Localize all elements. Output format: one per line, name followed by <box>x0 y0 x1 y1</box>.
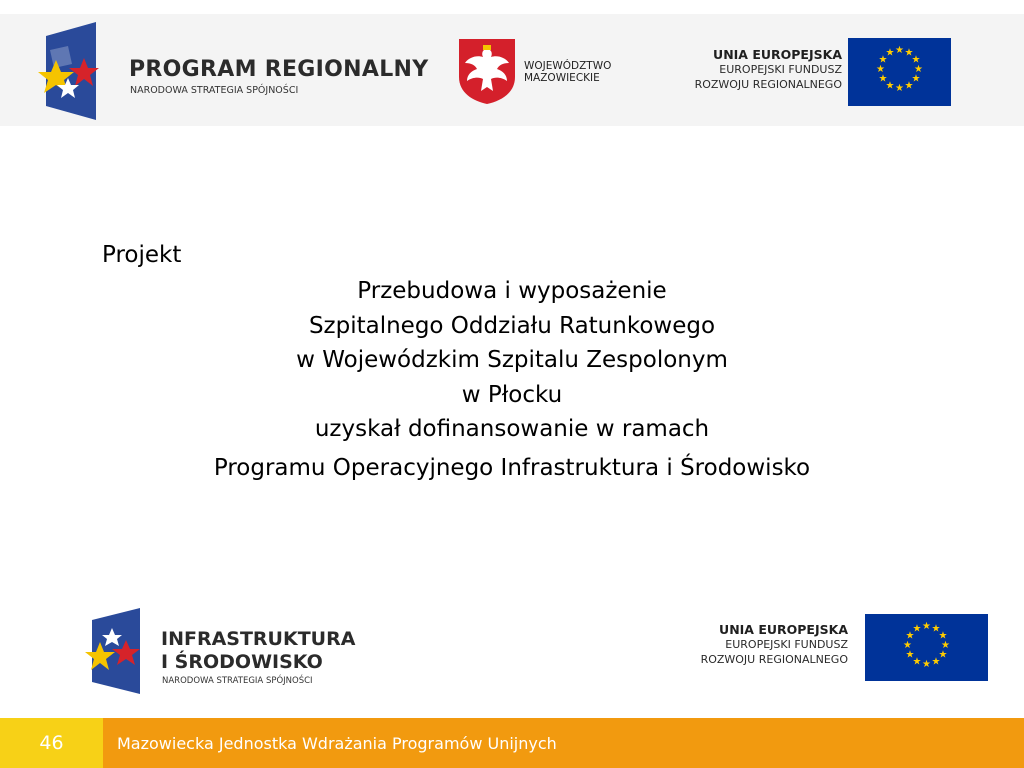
eu-fund-top: EUROPEJSKI FUNDUSZ <box>719 63 842 76</box>
svg-text:★: ★ <box>895 83 904 94</box>
svg-text:★: ★ <box>922 659 931 670</box>
svg-text:★: ★ <box>905 649 915 661</box>
svg-text:★: ★ <box>938 630 948 642</box>
svg-text:★: ★ <box>931 623 941 635</box>
svg-text:★: ★ <box>885 80 895 92</box>
infrastruktura-subtitle: NARODOWA STRATEGIA SPÓJNOŚCI <box>162 676 313 686</box>
eu-regional-bottom: ROZWOJU REGIONALNEGO <box>700 653 848 666</box>
svg-text:★: ★ <box>878 54 888 66</box>
infrastruktura-line2: I ŚRODOWISKO <box>161 651 323 673</box>
eu-flag-bottom-icon <box>865 614 988 681</box>
svg-text:★: ★ <box>904 47 914 59</box>
project-line: Przebudowa i wyposażenie <box>357 278 667 304</box>
svg-text:★: ★ <box>885 47 895 59</box>
footer-organization: Mazowiecka Jednostka Wdrażania Programów Unijnych <box>103 718 1024 768</box>
eu-fund-label-top <box>695 47 842 92</box>
svg-text:★: ★ <box>912 656 922 668</box>
svg-text:★: ★ <box>876 64 885 75</box>
svg-text:★: ★ <box>904 80 914 92</box>
voivodeship-label <box>524 60 611 84</box>
project-line: Szpitalnego Oddziału Ratunkowego <box>308 312 716 339</box>
voivodeship-line2: MAZOWIECKIE <box>524 72 600 84</box>
project-lines <box>0 274 1024 485</box>
project-line: Programu Operacyjnego Infrastruktura i Środowisko <box>213 454 811 481</box>
svg-text:★: ★ <box>903 640 912 651</box>
svg-text:★: ★ <box>938 649 948 661</box>
svg-text:★: ★ <box>914 64 923 75</box>
infrastruktura-line1: INFRASTRUKTURA <box>161 628 356 650</box>
projekt-label: Projekt <box>102 242 182 268</box>
svg-text:★: ★ <box>922 621 931 632</box>
svg-text:★: ★ <box>931 656 941 668</box>
slide-number: 46 <box>0 718 103 768</box>
project-line: uzyskał dofinansowanie w ramach <box>314 416 710 442</box>
voivodeship-line1: WOJEWÓDZTWO <box>524 60 612 72</box>
svg-text:★: ★ <box>941 640 950 651</box>
svg-text:★: ★ <box>911 54 921 66</box>
infrastruktura-title <box>161 628 355 674</box>
program-regionalny-subtitle: NARODOWA STRATEGIA SPÓJNOŚCI <box>130 85 299 96</box>
svg-text:★: ★ <box>912 623 922 635</box>
eu-flag-icon <box>848 38 951 106</box>
svg-text:★: ★ <box>895 45 904 56</box>
infrastruktura-srodowisko-logo <box>84 606 150 696</box>
svg-text:★: ★ <box>878 73 888 85</box>
eu-name-top: UNIA EUROPEJSKA <box>713 47 842 62</box>
eu-name-bottom: UNIA EUROPEJSKA <box>719 622 848 637</box>
project-line: w Wojewódzkim Szpitalu Zespolonym <box>296 347 728 373</box>
eu-regional-top: ROZWOJU REGIONALNEGO <box>694 78 842 91</box>
mazowieckie-coat-of-arms <box>457 37 517 105</box>
svg-text:★: ★ <box>911 73 921 85</box>
program-regionalny-logo <box>38 20 108 122</box>
eu-fund-bottom: EUROPEJSKI FUNDUSZ <box>725 638 848 651</box>
eu-fund-label-bottom <box>701 622 848 667</box>
program-regionalny-title: PROGRAM REGIONALNY <box>129 57 429 82</box>
svg-text:★: ★ <box>905 630 915 642</box>
project-line: w Płocku <box>461 381 563 408</box>
